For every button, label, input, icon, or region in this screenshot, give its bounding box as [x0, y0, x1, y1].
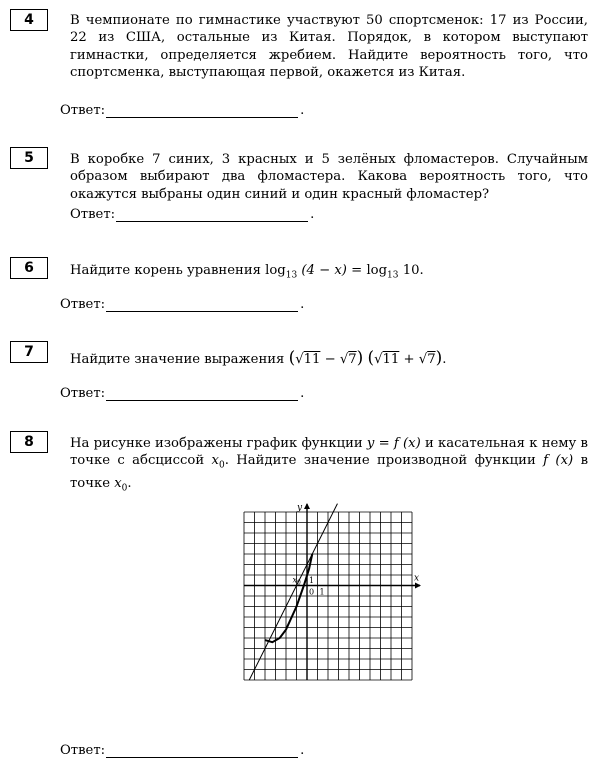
task-number: 4: [10, 9, 48, 31]
grid: [244, 512, 412, 680]
task-number: 5: [10, 147, 48, 169]
answer-row: Ответ: .: [70, 207, 315, 222]
answer-field[interactable]: [106, 103, 298, 118]
answer-field[interactable]: [106, 386, 298, 401]
answer-label: Ответ:: [60, 386, 106, 401]
task-text: На рисунке изображены график функции y = f (x) и касательная к нему в точке с абсциссой $x_0$. Найдите значение производной функции f (x) в точке $x_0$.: [70, 436, 588, 495]
log-equation: $\log_{13} (4 - x) = \log_{13} 10$.: [265, 263, 424, 281]
answer-label: Ответ:: [60, 297, 106, 312]
unit-x-label: 1: [319, 587, 325, 597]
answer-field[interactable]: [106, 743, 298, 758]
answer-label: Ответ:: [70, 207, 116, 222]
origin-label: 0: [309, 587, 315, 597]
axes: [244, 503, 421, 680]
y-axis-label: y: [297, 503, 303, 513]
y-axis-arrow: [304, 503, 310, 509]
answer-field[interactable]: [116, 207, 308, 222]
x0-label: $x_0$: [292, 575, 301, 587]
task-number: 6: [10, 257, 48, 279]
answer-label: Ответ:: [60, 743, 106, 758]
answer-row: Ответ: .: [60, 297, 305, 312]
task-text: В чемпионате по гимнастике участвуют 50 спортсменок: 17 из России, 22 из США, остальные из Китая. Порядок, в котором выступают гимнастки, определяется жребием. Найдите вероятность того, что спортсменка, выступающая первой, окажется из Китая.: [70, 13, 588, 81]
task-text: Найдите значение выражения (√11 − √7) (√11 + √7).: [70, 348, 447, 368]
function-graph: [236, 500, 420, 732]
x-axis-label: x: [414, 573, 420, 584]
answer-row: Ответ: .: [60, 103, 305, 118]
task-number: 8: [10, 431, 48, 453]
answer-row: Ответ: .: [60, 743, 305, 758]
sqrt-expression: (√11 − √7) (√11 + √7).: [288, 348, 447, 368]
task-text: В коробке 7 синих, 3 красных и 5 зелёных фломастеров. Случайным образом выбирают два фломастера. Какова вероятность того, что окажутся выбраны один синий и один красный фломастер?: [70, 152, 588, 202]
answer-label: Ответ:: [60, 103, 106, 118]
unit-y-label: 1: [309, 576, 315, 585]
task-number: 7: [10, 341, 48, 363]
answer-row: Ответ: .: [60, 386, 305, 401]
answer-field[interactable]: [106, 297, 298, 312]
task-text: Найдите корень уравнения $\log_{13} (4 - x) = \log_{13} 10$.: [70, 263, 424, 281]
